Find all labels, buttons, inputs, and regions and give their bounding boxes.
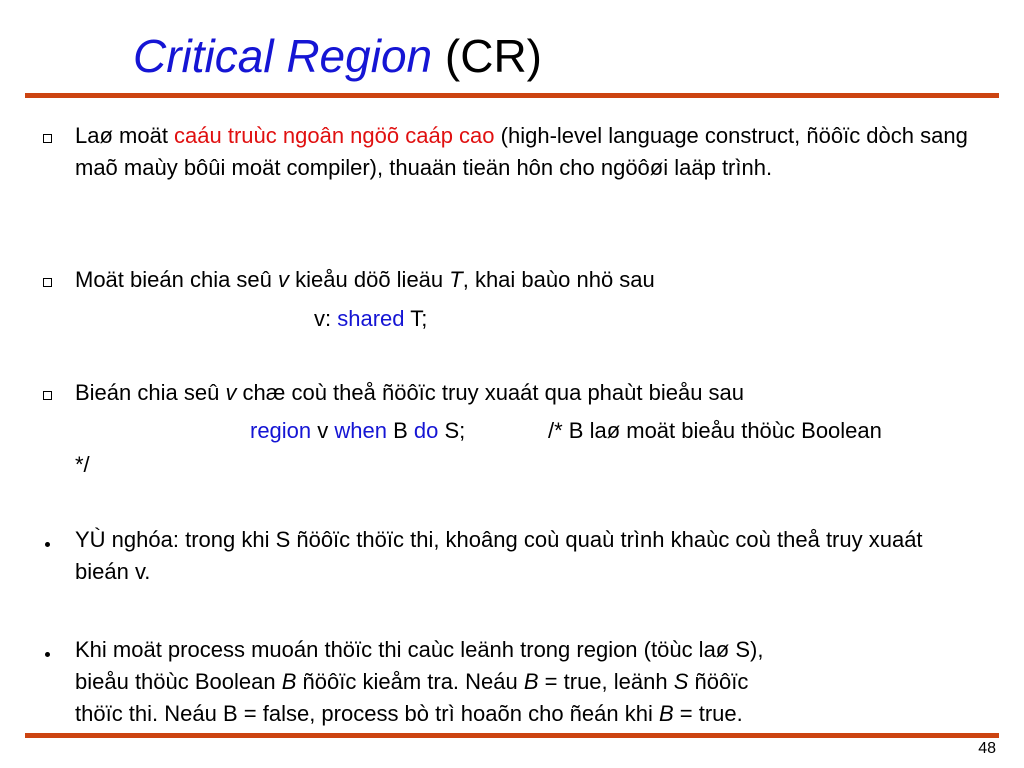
- bullet-item-4: [75, 524, 975, 588]
- bullet-3-var: v: [225, 380, 237, 405]
- code-prefix: v:: [314, 306, 338, 331]
- code-s: S;: [438, 418, 466, 443]
- bullet-1-prefix: Laø moät: [75, 123, 175, 148]
- bullet-2-middle: kieåu döõ lieäu: [289, 267, 450, 292]
- bullet-4-text: YÙ nghóa: trong khi S ñöôïc thöïc thi, khoâng coù quaù trình khaùc coù theå truy xuaát bieán v.: [75, 527, 923, 584]
- square-bullet-icon: [37, 377, 57, 409]
- bullet-2-var: v: [278, 267, 290, 292]
- dot-bullet-icon: [37, 524, 57, 556]
- bullet-item-5: [75, 634, 995, 730]
- line2-b: B: [281, 669, 297, 694]
- slide-number: 48: [978, 740, 996, 757]
- code-b: B: [386, 418, 414, 443]
- line3-a: thöïc thi. Neáu B = false, process bò trì hoaõn cho ñeán khi: [75, 701, 659, 726]
- code-comment-end: */: [75, 452, 90, 477]
- bullet-3-prefix: Bieán chia seû: [75, 380, 226, 405]
- line2-a: bieåu thöùc Boolean: [75, 669, 282, 694]
- bullet-1-highlight: caáu truùc ngoân ngöõ caáp cao: [174, 123, 495, 148]
- line2-d: B: [523, 669, 539, 694]
- shared-keyword: shared: [337, 306, 405, 331]
- bullet-3-suffix: chæ coù theå ñöôïc truy xuaát qua phaùt bieåu sau: [236, 380, 745, 405]
- square-bullet-icon: [37, 120, 57, 152]
- line2-e: = true, leänh: [538, 669, 674, 694]
- code-declaration: [314, 303, 427, 335]
- code-v: v: [311, 418, 335, 443]
- title-main: Critical Region: [133, 30, 433, 82]
- region-keyword: region: [250, 418, 312, 443]
- bullet-2-type: T: [449, 267, 463, 292]
- bullet-item-3: [75, 377, 995, 409]
- bullet-item-2: [75, 264, 995, 296]
- line2-f: S: [673, 669, 689, 694]
- do-keyword: do: [413, 418, 439, 443]
- slide-title: [133, 20, 542, 92]
- line2-c: ñöôïc kieåm tra. Neáu: [296, 669, 524, 694]
- bullet-5-line-3: [75, 698, 995, 730]
- code-suffix: T;: [404, 306, 428, 331]
- bullet-2-suffix: , khai baùo nhö sau: [462, 267, 655, 292]
- bullet-5-line-2: [75, 666, 995, 698]
- bottom-divider: [25, 733, 999, 738]
- when-keyword: when: [334, 418, 387, 443]
- bullet-item-1: [75, 120, 995, 184]
- line3-c: = true.: [673, 701, 743, 726]
- dot-bullet-icon: [37, 634, 57, 666]
- top-divider: [25, 93, 999, 98]
- bullet-2-prefix: Moät bieán chia seû: [75, 267, 279, 292]
- bullet-5-line-1: Khi moät process muoán thöïc thi caùc leänh trong region (töùc laø S),: [75, 637, 764, 662]
- line2-g: ñöôïc: [688, 669, 749, 694]
- title-suffix: (CR): [444, 30, 542, 82]
- code-comment: /* B laø moät bieåu thöùc Boolean: [548, 418, 882, 443]
- square-bullet-icon: [37, 264, 57, 296]
- code-region-statement: [250, 415, 465, 447]
- line3-b: B: [658, 701, 674, 726]
- bullet-1-rest: (high-level language construct, ñöôïc dòch sang maõ maùy bôûi moät compiler), thuaän tieän hôn cho ngöôøi laäp trình.: [75, 123, 968, 180]
